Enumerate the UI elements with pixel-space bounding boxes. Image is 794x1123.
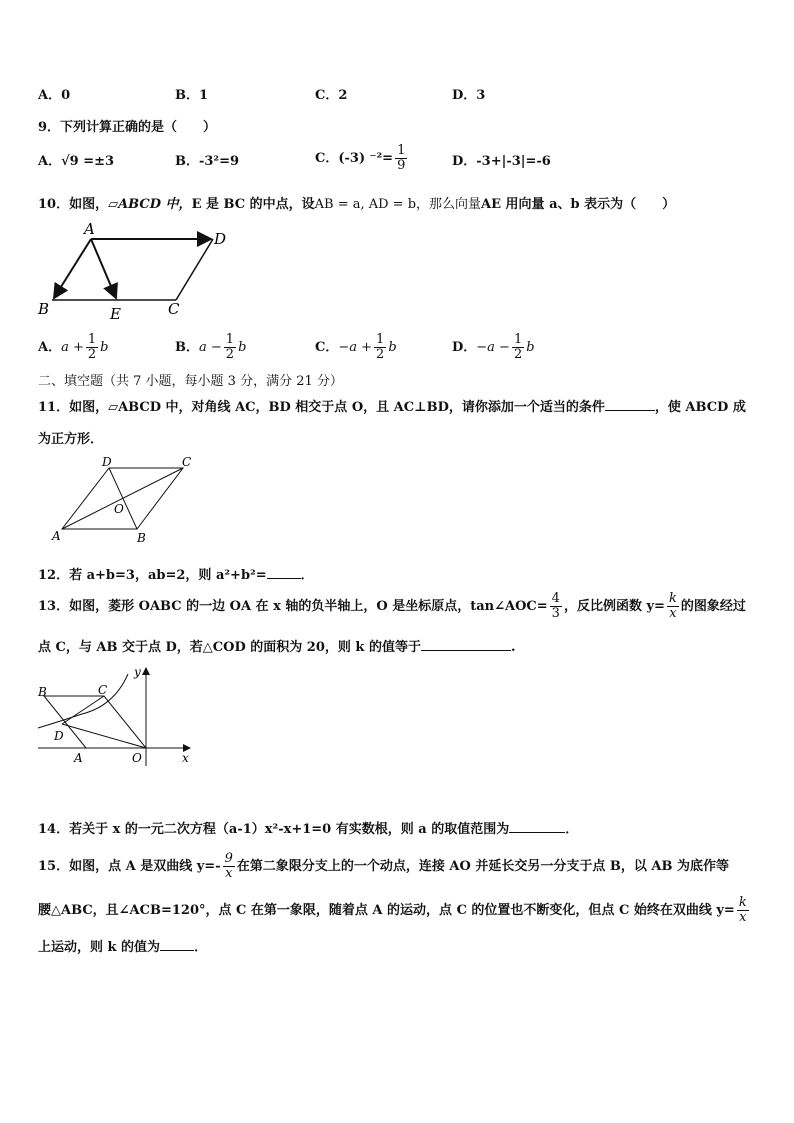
q14-end: ． <box>565 822 579 837</box>
q13-text-2: 点 C，与 AB 交于点 D，若△COD 的面积为 20，则 k 的值等于 <box>38 640 421 655</box>
q12-end: ． <box>300 568 314 583</box>
q13-answer-blank[interactable] <box>421 638 511 651</box>
q9-a-math: √9 =±3 <box>61 154 115 169</box>
q8-option-d: D．3 <box>452 88 486 103</box>
q9-c-fraction <box>395 144 407 173</box>
q9-option-a <box>38 150 114 169</box>
q10-d-den: 2 <box>513 347 523 362</box>
q10-c-post: b <box>388 340 397 355</box>
q12-answer-blank[interactable] <box>267 566 301 579</box>
label-c: C <box>182 455 192 469</box>
q15-line1 <box>38 852 729 881</box>
segment-cd <box>176 239 213 300</box>
q9-option-b: B．-3²=9 <box>175 154 240 169</box>
q14-answer-blank[interactable] <box>509 820 565 833</box>
q10-b-prefix: B． <box>175 340 199 355</box>
label-o: O <box>132 751 142 765</box>
label-x: x <box>182 751 189 765</box>
q10-c-den: 2 <box>376 347 385 362</box>
q13-k-fraction <box>667 592 679 621</box>
label-b: B <box>38 685 47 699</box>
q15-text-a: 15．如图，点 A 是双曲线 y=- <box>38 859 221 874</box>
label-b: B <box>137 531 146 545</box>
q13-text-b: ，反比例函数 y= <box>563 599 665 614</box>
q8-option-c: C．2 <box>315 88 348 103</box>
q13-line2 <box>38 636 515 655</box>
q9-c-den: 9 <box>397 158 406 173</box>
q13-k-num: k <box>668 591 677 606</box>
q9-c-prefix: C．(-3) ⁻²= <box>315 151 394 166</box>
q15-text-2: 腰△ABC，且∠ACB=120°，点 C 在第一象限，随着点 A 的运动，点 C 的位置也不断变化，但点 C 始终在双曲线 y= <box>38 903 735 918</box>
q10-c-fraction <box>374 333 386 362</box>
q10-a-pre: a + <box>61 340 84 355</box>
q8-option-b: B．1 <box>175 88 209 103</box>
label-d: D <box>214 230 227 248</box>
q13-k-den: x <box>669 606 677 621</box>
vector-ae <box>91 239 116 298</box>
q10-a-post: b <box>100 340 109 355</box>
q15-frac-2 <box>737 896 749 925</box>
label-a: A <box>74 751 83 765</box>
q10-option-b <box>175 333 246 362</box>
label-e: E <box>110 305 121 323</box>
section-heading: 二、填空题（共 7 小题，每小题 3 分，满分 21 分） <box>38 374 343 389</box>
q15-frac1-den: x <box>225 866 233 881</box>
q15-frac2-den: x <box>739 910 747 925</box>
q11-line1 <box>38 396 746 415</box>
q9-option-c <box>315 144 409 173</box>
label-a: A <box>52 529 61 543</box>
q13-tan-den: 3 <box>551 606 560 621</box>
q9-option-d: D．-3+|-3|=-6 <box>452 154 551 169</box>
q13-line1 <box>38 592 746 621</box>
label-o: O <box>114 502 124 516</box>
q10-option-d <box>452 333 535 362</box>
q10-stem-c: E 是 BC 的中点，设 <box>191 197 315 212</box>
q15-text-b: 在第二象限分支上的一个动点，连接 AO 并延长交另一分支于点 B，以 AB 为底作等 <box>236 859 729 874</box>
segment-cd <box>62 696 104 724</box>
q11-text-end: ，使 ABCD 成 <box>654 400 746 415</box>
q10-a-den: 2 <box>87 347 97 362</box>
q15-end: ． <box>194 940 208 955</box>
segment-od <box>62 724 146 748</box>
q10-a-prefix: A． <box>38 340 62 355</box>
q11-answer-blank[interactable] <box>605 398 655 411</box>
q12-line <box>38 564 314 583</box>
q10-b-pre: a − <box>199 340 222 355</box>
q10-stem-e: AE 用向量 a、b 表示为（ ） <box>481 197 676 212</box>
q10-option-a <box>38 333 108 362</box>
q13-tan-num: 4 <box>551 591 560 606</box>
q10-stem <box>38 193 675 212</box>
q11-figure <box>50 456 200 546</box>
hyperbola-curve <box>38 674 128 728</box>
q10-a-fraction <box>86 333 98 362</box>
label-c: C <box>98 683 108 697</box>
q15-text-3: 上运动，则 k 的值为 <box>38 940 161 955</box>
q10-option-c <box>315 333 397 362</box>
q15-line2 <box>38 896 751 925</box>
q9-a-prefix: A． <box>38 154 62 169</box>
q14-line <box>38 818 578 837</box>
label-b: B <box>38 300 50 318</box>
q10-c-pre: −a + <box>338 340 373 355</box>
diagonal-bd <box>109 468 137 529</box>
q10-a-num: 1 <box>87 332 97 347</box>
label-c: C <box>168 300 180 318</box>
q10-stem-b: ABCD 中， <box>118 197 192 212</box>
parallelogram-symbol: ▱ <box>108 197 119 212</box>
q10-d-fraction <box>512 333 524 362</box>
q12-text: 12．若 a+b=3，ab=2，则 a²+b²= <box>38 568 267 583</box>
q10-c-prefix: C． <box>315 340 339 355</box>
q15-line3 <box>38 936 207 955</box>
q13-figure <box>34 662 204 772</box>
q13-tan-fraction <box>550 592 562 621</box>
q15-frac2-num: k <box>738 895 747 910</box>
q15-frac1-num: 9 <box>224 851 233 866</box>
q13-text-a: 13．如图，菱形 OABC 的一边 OA 在 x 轴的负半轴上，O 是坐标原点，tan∠AOC= <box>38 599 548 614</box>
q10-stem-d: AB = a, AD = b，那么向量 <box>314 197 482 212</box>
q15-answer-blank[interactable] <box>160 938 194 951</box>
q14-text: 14．若关于 x 的一元二次方程（a-1）x²-x+1=0 有实数根，则 a 的取值范围为 <box>38 822 510 837</box>
vector-ab <box>54 239 91 298</box>
q11-text: 11．如图，▱ABCD 中，对角线 AC，BD 相交于点 O，且 AC⊥BD，请你添加一个适当的条件 <box>38 400 605 415</box>
label-d: D <box>102 455 112 469</box>
q9-stem: 9．下列计算正确的是（ ） <box>38 120 217 135</box>
label-y: y <box>134 665 141 679</box>
q10-b-fraction <box>224 333 236 362</box>
q13-end: . <box>510 640 516 655</box>
q10-d-post: b <box>526 340 535 355</box>
q10-c-num: 1 <box>376 332 385 347</box>
q10-b-den: 2 <box>225 347 235 362</box>
q10-figure <box>36 222 236 322</box>
q10-d-prefix: D． <box>452 340 477 355</box>
q10-d-num: 1 <box>513 332 523 347</box>
label-a: A <box>84 220 95 238</box>
q10-b-num: 1 <box>225 332 235 347</box>
q11-line2: 为正方形． <box>38 432 104 447</box>
q10-d-pre: −a − <box>476 340 510 355</box>
q10-stem-a: 10．如图， <box>38 197 109 212</box>
q15-frac-1 <box>223 852 235 881</box>
q13-text-c: 的图象经过 <box>680 599 746 614</box>
label-d: D <box>54 729 64 743</box>
q8-option-a: A．0 <box>38 88 71 103</box>
q10-b-post: b <box>238 340 247 355</box>
q9-c-num: 1 <box>397 143 406 158</box>
